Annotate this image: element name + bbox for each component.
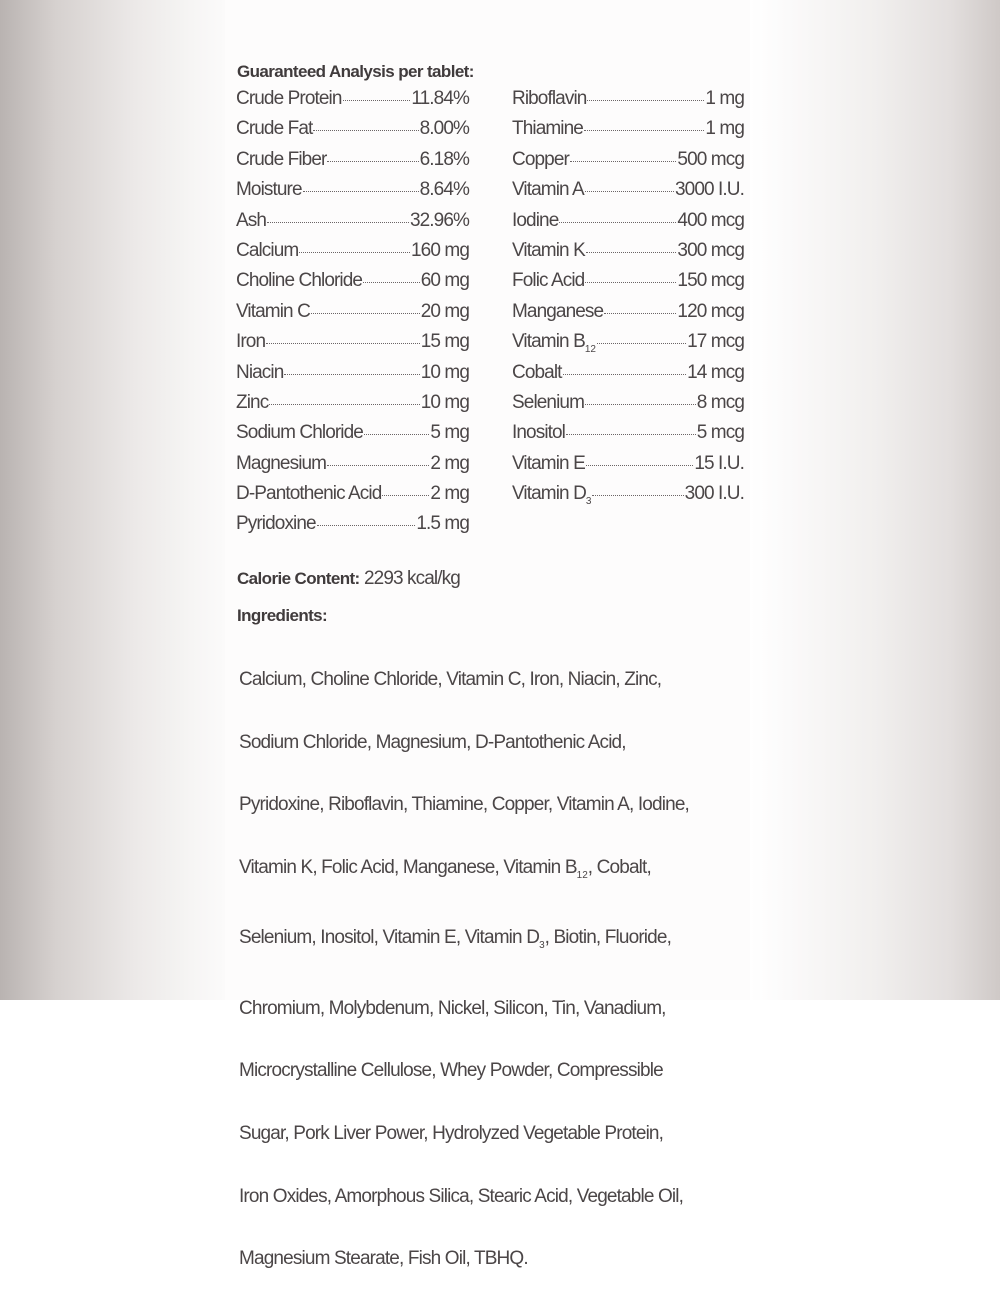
leader-dots bbox=[585, 280, 676, 283]
calorie-content bbox=[237, 568, 460, 590]
nutrient-row bbox=[236, 422, 469, 452]
leader-dots bbox=[570, 159, 677, 162]
nutrient-value: 15 mg bbox=[420, 331, 469, 353]
nutrient-value: 8.00% bbox=[419, 118, 469, 140]
nutrient-name bbox=[512, 483, 591, 507]
nutrient-value: 300 I.U. bbox=[684, 483, 744, 505]
nutrient-row bbox=[512, 483, 744, 513]
nutrient-value: 150 mcg bbox=[677, 270, 744, 292]
leader-dots bbox=[586, 250, 677, 253]
leader-dots bbox=[559, 220, 676, 223]
ingredients-line: Sodium Chloride, Magnesium, D-Pantothenic Acid, bbox=[239, 731, 626, 753]
nutrient-name: Sodium Chloride bbox=[236, 422, 363, 444]
nutrient-value: 5 mg bbox=[430, 422, 469, 444]
ingredients-text: Selenium, Inositol, Vitamin E, Vitamin D bbox=[239, 927, 540, 949]
nutrient-name: Ash bbox=[236, 209, 267, 231]
nutrient-value: 60 mg bbox=[420, 270, 469, 292]
calorie-value: 2293 kcal/kg bbox=[364, 568, 460, 589]
nutrient-row bbox=[512, 210, 744, 240]
leader-dots bbox=[382, 493, 429, 496]
ingredients-line bbox=[239, 852, 779, 891]
nutrient-row bbox=[236, 240, 469, 270]
nutrient-name: Crude Fat bbox=[236, 118, 313, 140]
leader-dots bbox=[299, 250, 410, 253]
nutrient-value: 11.84% bbox=[411, 88, 469, 109]
subscript: 3 bbox=[585, 495, 592, 507]
ingredients-line: Pyridoxine, Riboflavin, Thiamine, Copper, Vitamin A, Iodine, bbox=[239, 794, 689, 816]
nutrient-row bbox=[512, 362, 744, 392]
ingredients-line: Iron Oxides, Amorphous Silica, Stearic Acid, Vegetable Oil, bbox=[239, 1185, 684, 1207]
nutrient-row bbox=[512, 88, 744, 118]
bottle-left-shading bbox=[0, 0, 225, 1000]
leader-dots bbox=[604, 311, 676, 314]
nutrient-value: 2 mg bbox=[430, 483, 469, 505]
nutrient-value: 32.96% bbox=[409, 209, 469, 231]
bottle-right-shading bbox=[750, 0, 1000, 1000]
ingredients-text: , Biotin, Fluoride, bbox=[544, 927, 672, 949]
nutrient-row bbox=[236, 149, 469, 179]
ingredients-line: Chromium, Molybdenum, Nickel, Silicon, Tin, Vanadium, bbox=[239, 997, 666, 1019]
leader-dots bbox=[586, 463, 693, 466]
nutrient-row bbox=[236, 179, 469, 209]
subscript: 3 bbox=[539, 940, 545, 952]
nutrient-value: 400 mcg bbox=[677, 209, 744, 231]
leader-dots bbox=[566, 432, 696, 435]
nutrient-value: 15 I.U. bbox=[694, 452, 744, 474]
ingredients-text: Vitamin K, Folic Acid, Manganese, Vitamin B bbox=[239, 857, 577, 879]
ingredients-line: Sugar, Pork Liver Power, Hydrolyzed Vegetable Protein, bbox=[239, 1123, 664, 1145]
analysis-left-column bbox=[236, 88, 469, 544]
leader-dots bbox=[584, 128, 704, 131]
leader-dots bbox=[343, 98, 411, 101]
nutrient-value: 120 mcg bbox=[677, 300, 744, 322]
nutrient-value: 500 mcg bbox=[677, 148, 744, 170]
nutrient-value: 5 mcg bbox=[696, 422, 744, 444]
nutrient-row bbox=[512, 453, 744, 483]
leader-dots bbox=[364, 432, 429, 435]
nutrient-row bbox=[512, 301, 744, 331]
nutrient-value: 6.18% bbox=[419, 148, 469, 170]
nutrient-value: 300 mcg bbox=[677, 239, 744, 261]
nutrient-name bbox=[512, 331, 596, 355]
nutrient-value: 8 mcg bbox=[696, 391, 744, 413]
nutrient-name: Iron bbox=[236, 331, 266, 353]
nutrient-name: Inositol bbox=[512, 422, 566, 444]
guaranteed-analysis-heading: Guaranteed Analysis per tablet: bbox=[237, 62, 474, 81]
ingredients-list bbox=[239, 633, 779, 1306]
leader-dots bbox=[269, 402, 419, 405]
ingredients-line: Calcium, Choline Chloride, Vitamin C, Iron, Niacin, Zinc, bbox=[239, 669, 662, 691]
nutrient-name: Vitamin A bbox=[512, 179, 584, 201]
leader-dots bbox=[303, 189, 419, 192]
nutrient-name: Magnesium bbox=[236, 452, 327, 474]
nutrient-row bbox=[512, 331, 744, 361]
nutrient-name: Zinc bbox=[236, 391, 269, 413]
nutrient-row bbox=[236, 483, 469, 513]
nutrient-name: Pyridoxine bbox=[236, 513, 316, 535]
nutrient-name: Selenium bbox=[512, 391, 585, 413]
nutrient-name: D-Pantothenic Acid bbox=[236, 483, 382, 505]
nutrient-value: 8.64% bbox=[419, 179, 469, 201]
nutrient-row bbox=[236, 513, 469, 543]
nutrient-name: Crude Fiber bbox=[236, 148, 327, 170]
leader-dots bbox=[587, 98, 704, 101]
nutrient-value: 1 mg bbox=[705, 118, 744, 140]
nutrient-name: Manganese bbox=[512, 300, 604, 322]
nutrient-name: Vitamin K bbox=[512, 239, 585, 261]
nutrient-row bbox=[512, 422, 744, 452]
leader-dots bbox=[563, 372, 687, 375]
nutrient-name: Vitamin C bbox=[236, 300, 310, 322]
nutrient-row bbox=[236, 362, 469, 392]
nutrient-value: 3000 I.U. bbox=[674, 179, 744, 201]
leader-dots bbox=[327, 463, 429, 466]
leader-dots bbox=[363, 280, 420, 283]
nutrient-row bbox=[236, 392, 469, 422]
nutrient-row bbox=[236, 331, 469, 361]
nutrient-value: 1.5 mg bbox=[416, 513, 469, 535]
nutrient-name: Copper bbox=[512, 148, 569, 170]
nutrient-name: Iodine bbox=[512, 209, 559, 231]
leader-dots bbox=[266, 341, 420, 344]
nutrient-row bbox=[236, 301, 469, 331]
nutrient-row bbox=[512, 270, 744, 300]
nutrient-row bbox=[236, 88, 469, 118]
nutrient-value: 10 mg bbox=[420, 361, 469, 383]
leader-dots bbox=[313, 128, 418, 131]
nutrient-name: Choline Chloride bbox=[236, 270, 363, 292]
nutrient-name: Crude Protein bbox=[236, 88, 342, 109]
ingredients-line: Magnesium Stearate, Fish Oil, TBHQ. bbox=[239, 1248, 528, 1270]
subscript: 12 bbox=[576, 869, 588, 881]
ingredients-text: , Cobalt, bbox=[587, 857, 651, 879]
leader-dots bbox=[317, 523, 416, 526]
leader-dots bbox=[585, 402, 696, 405]
nutrient-row bbox=[236, 270, 469, 300]
leader-dots bbox=[327, 159, 418, 162]
nutrient-row bbox=[236, 210, 469, 240]
leader-dots bbox=[592, 493, 683, 496]
nutrient-name: Folic Acid bbox=[512, 270, 585, 292]
nutrient-value: 1 mg bbox=[705, 88, 744, 109]
nutrient-value: 14 mcg bbox=[687, 361, 744, 383]
nutrient-value: 2 mg bbox=[430, 452, 469, 474]
nutrient-name: Calcium bbox=[236, 239, 299, 261]
leader-dots bbox=[311, 311, 420, 314]
nutrient-row bbox=[512, 118, 744, 148]
nutrient-name: Thiamine bbox=[512, 118, 583, 140]
nutrient-row bbox=[512, 149, 744, 179]
ingredients-line bbox=[239, 922, 779, 961]
leader-dots bbox=[597, 341, 686, 344]
nutrient-value: 10 mg bbox=[420, 391, 469, 413]
nutrient-name: Vitamin E bbox=[512, 452, 585, 474]
nutrient-name-text: Vitamin D bbox=[512, 483, 586, 505]
nutrient-row bbox=[512, 179, 744, 209]
leader-dots bbox=[585, 189, 674, 192]
nutrient-value: 20 mg bbox=[420, 300, 469, 322]
nutrient-value: 160 mg bbox=[411, 239, 469, 261]
nutrient-name: Moisture bbox=[236, 179, 302, 201]
ingredients-line: Microcrystalline Cellulose, Whey Powder, Compressible bbox=[239, 1060, 663, 1082]
nutrient-value: 17 mcg bbox=[687, 331, 744, 353]
nutrient-row bbox=[236, 118, 469, 148]
analysis-right-column bbox=[512, 88, 744, 513]
nutrient-name: Cobalt bbox=[512, 361, 562, 383]
leader-dots bbox=[284, 372, 419, 375]
nutrient-row bbox=[236, 453, 469, 483]
ingredients-heading: Ingredients: bbox=[237, 606, 328, 625]
nutrient-name-text: Vitamin B bbox=[512, 331, 585, 353]
nutrient-name: Riboflavin bbox=[512, 88, 587, 109]
nutrient-name: Niacin bbox=[236, 361, 284, 383]
nutrient-row bbox=[512, 392, 744, 422]
nutrient-row bbox=[512, 240, 744, 270]
subscript: 12 bbox=[584, 343, 596, 355]
leader-dots bbox=[267, 220, 409, 223]
calorie-label: Calorie Content: bbox=[237, 569, 360, 588]
